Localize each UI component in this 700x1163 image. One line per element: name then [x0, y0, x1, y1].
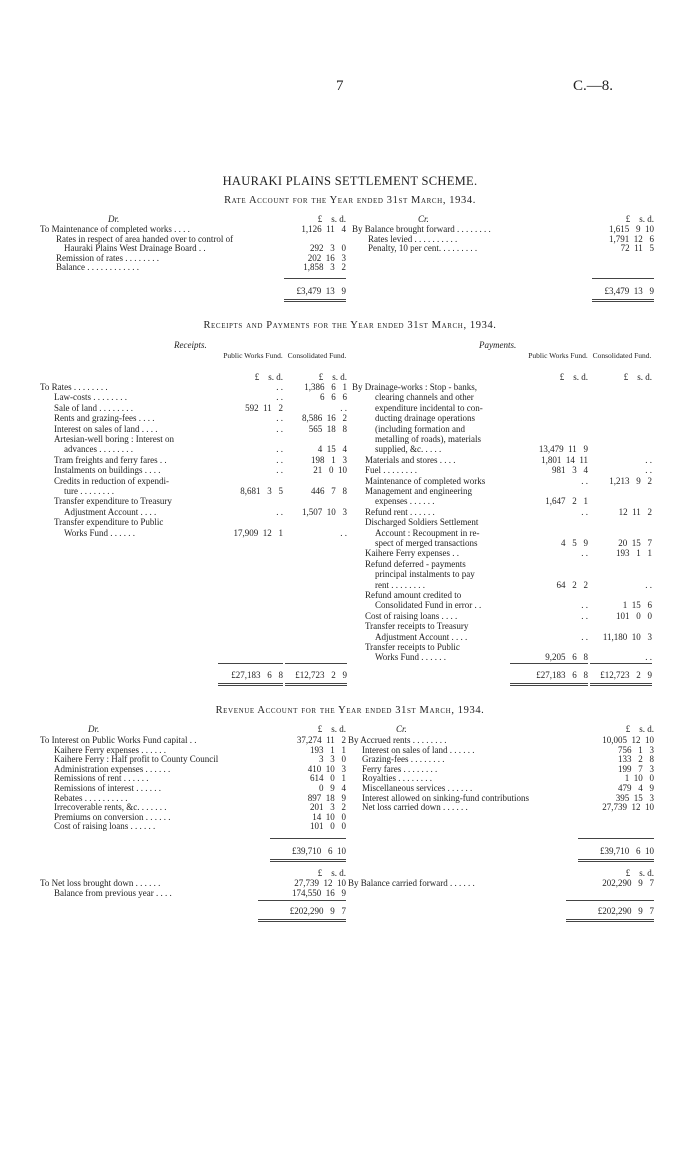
rate-right-line-amount: 1,615 9 10: [609, 224, 654, 234]
rate-left-line-text: Rates in respect of area handed over to control of: [56, 233, 234, 244]
receipt-line-cf: 4 15 4: [317, 444, 347, 455]
payment-line-pwf: . .: [581, 548, 588, 559]
revenue2-right-sum-rule: [566, 900, 654, 901]
payments-cf-currency: £ s. d.: [623, 372, 652, 382]
payment-line-text: Discharged Soldiers Settlement: [365, 517, 479, 528]
payment-line-pwf: 9,205 6 8: [545, 652, 588, 663]
receipts-total-pwf: £27,183 6 8: [231, 670, 283, 680]
rate-left-line-amount: 1,858 3 2: [303, 262, 346, 273]
receipt-line-pwf: 17,909 12 1: [233, 527, 283, 538]
payment-line-text: Refund deferred - payments: [365, 558, 466, 569]
payment-line-pwf: 64 2 2: [556, 579, 588, 590]
payment-line-cf: 1 15 6: [622, 600, 652, 611]
payment-line-pwf: . .: [581, 600, 588, 611]
payment-line-text: Management and engineering: [365, 486, 472, 496]
revenue-debit-line-amount: 410 10 3: [307, 763, 346, 774]
payment-line-text: Fuel . . . . . . . .: [365, 465, 418, 476]
revenue-debit-line-text: To Interest on Public Works Fund capital . .: [40, 735, 197, 745]
payment-line-text: Refund rent . . . . . .: [365, 506, 435, 517]
receipts-col-cf: Consolidated Fund.: [287, 351, 347, 360]
receipt-line-pwf: 592 11 2: [245, 402, 283, 413]
receipts-pwf-total-rule: [218, 683, 283, 686]
revenue-credit-line-amount: 395 15 3: [615, 792, 654, 803]
payment-line-cf: . .: [645, 652, 652, 663]
rate-right-total-rule: [592, 299, 654, 302]
revenue-credit-line-text: Miscellaneous services . . . . . .: [362, 783, 473, 793]
revenue-credit-line-text: By Accrued rents . . . . . . . .: [348, 735, 447, 745]
revenue-cr-label: Cr.: [396, 724, 407, 734]
revenue-credit-line-amount: 10,005 12 10: [602, 735, 654, 745]
rate-left-line-amount: 1,126 11 4: [301, 224, 346, 234]
payment-line-pwf: . .: [581, 610, 588, 621]
payments-cf-total-rule: [590, 683, 652, 686]
revenue2-total-right: £202,290 9 7: [597, 906, 654, 916]
payment-line-cf: . .: [645, 454, 652, 465]
revenue-credit-line-amount: 756 1 3: [618, 744, 654, 755]
payment-line-text: spect of merged transactions: [375, 538, 478, 548]
receipt-line-cf: . .: [340, 527, 347, 538]
rate-left-total-rule: [284, 299, 346, 302]
revenue-dr-label: Dr.: [88, 724, 100, 734]
payment-line-text: Transfer receipts to Public: [365, 642, 460, 652]
rate-total-left: £3,479 13 9: [296, 286, 346, 296]
revenue-debit-line-text: Irrecoverable rents, &c. . . . . . .: [54, 802, 167, 813]
revenue-debit-line-text: Rebates . . . . . . . . . .: [54, 792, 128, 803]
payments-pwf-currency: £ s. d.: [559, 372, 588, 382]
payments-label: Payments.: [479, 340, 517, 350]
revenue-debit-line-text: Cost of raising loans . . . . . .: [54, 821, 156, 832]
receipt-line-cf: 1,386 6 1: [304, 382, 347, 392]
receipt-line-pwf: . .: [276, 413, 283, 424]
revenue-debit-line-amount: 897 18 9: [307, 792, 346, 803]
payments-col-cf: Consolidated Fund.: [592, 351, 652, 360]
revenue-debit-line-text: Premiums on conversion . . . . . .: [54, 811, 171, 822]
payment-line-text: principal instalments to pay: [375, 569, 475, 580]
payment-line-cf: 1,213 9 2: [609, 475, 652, 486]
rate-cr-label: Cr.: [418, 214, 429, 224]
revenue2-right-total-rule: [566, 919, 654, 922]
payment-line-text: rent . . . . . . . .: [375, 579, 425, 590]
payment-line-pwf: 1,801 14 11: [541, 454, 588, 465]
rate-left-line-text: To Maintenance of completed works . . . .: [40, 224, 190, 234]
revenue-balance-debit-line-text: Balance from previous year . . . .: [54, 888, 172, 898]
revenue-credit-line-text: Interest on sales of land . . . . . .: [362, 744, 475, 755]
rate-left-line-amount: 202 16 3: [307, 252, 346, 263]
document-title: HAURAKI PLAINS SETTLEMENT SCHEME.: [222, 174, 478, 188]
revenue-total-right: £39,710 6 10: [600, 846, 654, 856]
payment-line-text: By Drainage-works : Stop - banks,: [352, 382, 477, 392]
revenue-balance-debit-line-text: To Net loss brought down . . . . . .: [40, 878, 161, 888]
receipt-line-text: Sale of land . . . . . . . .: [54, 402, 133, 413]
payment-line-pwf: 13,479 11 9: [538, 444, 588, 455]
payment-line-text: supplied, &c. . . . .: [375, 444, 442, 455]
payment-line-text: metalling of roads), materials: [375, 434, 481, 444]
revenue-debit-line-amount: 614 0 1: [310, 773, 346, 784]
receipt-line-text: Credits in reduction of expendi-: [54, 475, 169, 486]
rate-left-sum-rule: [284, 278, 346, 279]
receipt-line-text: Tram freights and ferry fares . .: [54, 454, 167, 465]
rate-right-line-text: Penalty, 10 per cent. . . . . . . . .: [368, 243, 478, 254]
receipt-line-cf: 565 18 8: [308, 423, 347, 434]
payment-line-text: Cost of raising loans . . . .: [365, 610, 458, 621]
revenue-debit-line-amount: 0 9 4: [319, 783, 346, 793]
revenue-balance-debit-line-amount: 27,739 12 10: [294, 878, 346, 888]
payments-cf-sum-rule: [590, 663, 652, 664]
rate-left-line-text: Balance . . . . . . . . . . . .: [56, 262, 139, 273]
receipt-line-pwf: . .: [276, 382, 283, 392]
payment-line-text: Refund amount credited to: [365, 590, 462, 600]
revenue2-currency-header-right: £ s. d.: [625, 868, 654, 878]
receipts-label: Receipts.: [174, 340, 207, 350]
receipt-line-cf: 8,586 16 2: [302, 413, 347, 424]
payment-line-pwf: 1,647 2 1: [545, 496, 588, 507]
receipt-line-text: Law-costs . . . . . . . .: [54, 392, 127, 403]
receipt-line-pwf: . .: [276, 423, 283, 434]
receipt-line-text: Transfer expenditure to Treasury: [54, 496, 172, 507]
payment-line-text: expenses . . . . . .: [375, 496, 435, 507]
payment-line-text: expenditure incidental to con-: [375, 402, 483, 413]
revenue-credit-line-text: Ferry fares . . . . . . . .: [362, 763, 438, 774]
revenue-credit-line-amount: 1 10 0: [624, 773, 654, 784]
payment-line-pwf: 4 5 9: [561, 538, 588, 548]
payments-total-cf: £12,723 2 9: [600, 670, 652, 680]
rate-dr-label: Dr.: [108, 214, 120, 224]
revenue-debit-line-amount: 14 10 0: [312, 811, 346, 822]
payments-pwf-sum-rule: [510, 663, 588, 664]
receipt-line-text: Works Fund . . . . . .: [64, 527, 136, 538]
revenue-credit-line-amount: 27,739 12 10: [602, 802, 654, 813]
payment-line-pwf: . .: [581, 506, 588, 517]
receipts-pwf-currency: £ s. d.: [254, 372, 283, 382]
revenue-credit-line-text: Royalties . . . . . . . .: [362, 773, 432, 784]
payment-line-pwf: . .: [581, 475, 588, 486]
report-code: C.—8.: [573, 78, 614, 94]
payment-line-text: (including formation and: [375, 423, 465, 434]
receipt-line-text: To Rates . . . . . . . .: [40, 382, 108, 392]
revenue2-left-total-rule: [258, 919, 346, 922]
payment-line-pwf: . .: [581, 631, 588, 642]
payment-line-text: Kaihere Ferry expenses . .: [365, 548, 459, 559]
payment-line-cf: 193 1 1: [616, 548, 652, 559]
revenue-debit-line-amount: 201 3 2: [310, 802, 346, 813]
revenue-debit-line-amount: 37,274 11 2: [296, 735, 346, 745]
receipt-line-cf: 6 6 6: [320, 392, 347, 403]
receipt-line-pwf: . .: [276, 392, 283, 403]
payment-line-cf: 12 11 2: [618, 506, 652, 517]
receipt-line-pwf: 8,681 3 5: [240, 486, 283, 496]
revenue-debit-line-text: Kaihere Ferry expenses . . . . . .: [54, 744, 166, 755]
receipt-line-text: Adjustment Account . . . .: [64, 506, 157, 517]
payment-line-text: Transfer receipts to Treasury: [365, 621, 469, 632]
receipt-line-cf: 21 0 10: [313, 465, 347, 476]
receipts-col-pwf: Public Works Fund.: [223, 351, 283, 360]
rate-left-line-text: Remission of rates . . . . . . . .: [56, 252, 159, 263]
revenue-left-sum-rule: [270, 838, 346, 839]
receipt-line-pwf: . .: [276, 454, 283, 465]
payment-line-text: Maintenance of completed works: [365, 475, 486, 486]
payment-line-text: ducting drainage operations: [375, 413, 475, 424]
revenue-credit-line-text: Grazing-fees . . . . . . . .: [362, 754, 445, 765]
rate-right-sum-rule: [592, 278, 654, 279]
rate-currency-header-right: £ s. d.: [625, 214, 654, 224]
rate-right-line-amount: 1,791 12 6: [609, 233, 654, 244]
receipt-line-pwf: . .: [276, 444, 283, 455]
payment-line-text: Consolidated Fund in error . .: [375, 600, 482, 611]
revenue-credit-line-amount: 479 4 9: [618, 783, 654, 793]
receipts-total-cf: £12,723 2 9: [295, 670, 347, 680]
receipt-line-pwf: . .: [276, 465, 283, 476]
receipt-line-cf: 198 1 3: [311, 454, 347, 465]
rate-total-right: £3,479 13 9: [604, 286, 654, 296]
receipt-line-cf: . .: [340, 402, 347, 413]
rate-account-heading: Rate Account for the Year ended 31st March, 1934.: [224, 195, 476, 206]
receipt-line-pwf: . .: [276, 506, 283, 517]
revenue2-currency-header-left: £ s. d.: [317, 868, 346, 878]
receipt-line-text: Artesian-well boring : Interest on: [54, 434, 174, 444]
page-number: 7: [336, 78, 344, 94]
revenue-account-heading: Revenue Account for the Year ended 31st March, 1934.: [215, 705, 485, 716]
receipt-line-text: Rents and grazing-fees . . . .: [54, 413, 155, 424]
receipt-line-cf: 1,507 10 3: [302, 506, 347, 517]
revenue2-left-sum-rule: [258, 900, 346, 901]
revenue-debit-line-text: Administration expenses . . . . . .: [54, 763, 171, 774]
rate-currency-header-left: £ s. d.: [317, 214, 346, 224]
payments-total-pwf: £27,183 6 8: [536, 670, 588, 680]
revenue-debit-line-amount: 3 3 0: [319, 754, 346, 765]
payment-line-text: Works Fund . . . . . .: [375, 652, 447, 663]
receipt-line-text: Interest on sales of land . . . .: [54, 423, 158, 434]
payment-line-text: Materials and stores . . . .: [365, 454, 456, 465]
rate-right-line-text: By Balance brought forward . . . . . . . .: [352, 224, 491, 234]
payment-line-cf: 11,180 10 3: [602, 631, 652, 642]
revenue-credit-line-text: Net loss carried down . . . . . .: [362, 802, 468, 813]
payment-line-pwf: 981 3 4: [552, 465, 588, 476]
revenue-currency-header-left: £ s. d.: [317, 724, 346, 734]
receipts-cf-currency: £ s. d.: [318, 372, 347, 382]
receipts-cf-total-rule: [285, 683, 347, 686]
receipts-pwf-sum-rule: [218, 663, 283, 664]
payment-line-cf: . .: [645, 579, 652, 590]
payment-line-text: Adjustment Account . . . .: [375, 631, 468, 642]
receipt-line-text: Transfer expenditure to Public: [54, 517, 164, 528]
revenue-credit-line-text: Interest allowed on sinking-fund contributions: [362, 792, 529, 803]
revenue2-total-left: £202,290 9 7: [289, 906, 346, 916]
receipts-cf-sum-rule: [285, 663, 347, 664]
revenue-balance-debit-line-amount: 174,550 16 9: [292, 888, 346, 898]
rate-right-line-text: Rates levied . . . . . . . . . .: [368, 233, 458, 244]
payments-pwf-total-rule: [510, 683, 588, 686]
receipt-line-text: ture . . . . . . . .: [64, 486, 114, 496]
revenue-debit-line-amount: 101 0 0: [310, 821, 346, 832]
revenue-balance-credit-line-text: By Balance carried forward . . . . . .: [348, 878, 475, 888]
revenue-credit-line-amount: 133 2 8: [618, 754, 654, 765]
revenue-right-sum-rule: [578, 838, 654, 839]
revenue-debit-line-text: Remissions of rent . . . . . .: [54, 773, 149, 784]
payment-line-cf: . .: [645, 465, 652, 476]
revenue-debit-line-amount: 193 1 1: [310, 744, 346, 755]
receipt-line-text: advances . . . . . . . .: [64, 444, 133, 455]
payment-line-text: clearing channels and other: [375, 392, 474, 403]
revenue-debit-line-text: Remissions of interest . . . . . .: [54, 783, 161, 793]
revenue-total-left: £39,710 6 10: [292, 846, 346, 856]
payment-line-cf: 20 15 7: [618, 538, 652, 548]
receipts-payments-heading: Receipts and Payments for the Year ended 31st March, 1934.: [203, 320, 497, 331]
rate-right-line-amount: 72 11 5: [620, 243, 654, 254]
revenue-left-total-rule: [270, 859, 346, 862]
payments-col-pwf: Public Works Fund.: [528, 351, 588, 360]
rate-left-line-text: Hauraki Plains West Drainage Board . .: [64, 243, 206, 254]
revenue-balance-credit-line-amount: 202,290 9 7: [602, 878, 654, 888]
receipt-line-text: Instalments on buildings . . . .: [54, 465, 161, 476]
revenue-debit-line-text: Kaihere Ferry : Half profit to County Council: [54, 754, 219, 765]
rate-left-line-amount: 292 3 0: [310, 243, 346, 254]
revenue-credit-line-amount: 199 7 3: [618, 763, 654, 774]
revenue-currency-header-right: £ s. d.: [625, 724, 654, 734]
revenue-right-total-rule: [578, 859, 654, 862]
payment-line-text: Account : Recoupment in re-: [375, 527, 480, 538]
receipt-line-cf: 446 7 8: [311, 486, 347, 496]
payment-line-cf: 101 0 0: [616, 610, 652, 621]
